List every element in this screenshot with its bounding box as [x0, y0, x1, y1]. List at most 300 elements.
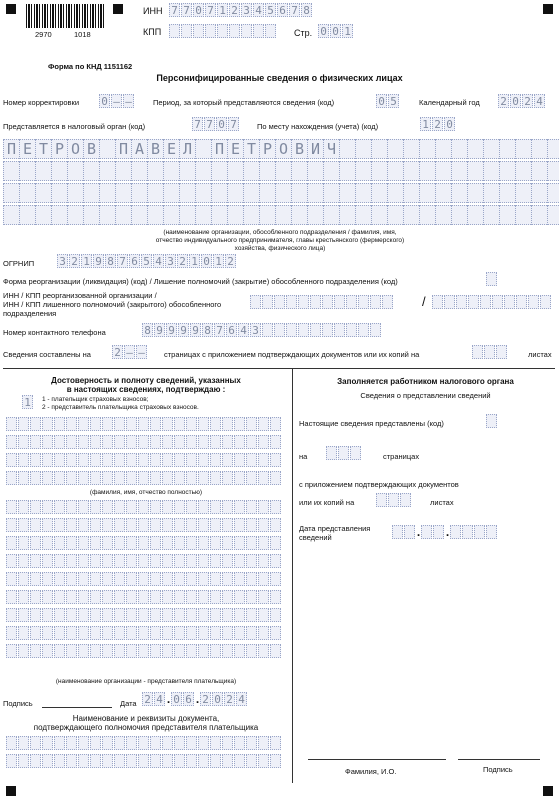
- char-cell[interactable]: [504, 295, 515, 309]
- char-cell[interactable]: [18, 608, 29, 622]
- char-cell[interactable]: [138, 536, 149, 550]
- representative-org-grid[interactable]: [6, 500, 282, 662]
- char-cell[interactable]: 9: [190, 323, 201, 337]
- char-cell[interactable]: 9: [166, 323, 177, 337]
- char-cell[interactable]: [186, 518, 197, 532]
- char-cell[interactable]: [42, 453, 53, 467]
- char-cell[interactable]: [90, 453, 101, 467]
- char-cell[interactable]: [198, 453, 209, 467]
- char-cell[interactable]: [138, 736, 149, 750]
- char-cell[interactable]: [451, 205, 467, 225]
- char-cell[interactable]: [258, 644, 269, 658]
- char-cell[interactable]: [338, 446, 349, 460]
- char-cell[interactable]: 6: [226, 323, 237, 337]
- char-cell[interactable]: [496, 345, 507, 359]
- year-field[interactable]: [498, 94, 546, 108]
- char-cell[interactable]: [162, 644, 173, 658]
- char-cell[interactable]: [138, 608, 149, 622]
- char-cell[interactable]: 0: [193, 3, 204, 17]
- char-cell[interactable]: [42, 435, 53, 449]
- char-cell[interactable]: [234, 736, 245, 750]
- char-cell[interactable]: [419, 183, 435, 203]
- char-cell[interactable]: [78, 572, 89, 586]
- char-cell[interactable]: [54, 435, 65, 449]
- char-cell[interactable]: [270, 736, 281, 750]
- char-cell[interactable]: [66, 608, 77, 622]
- char-cell[interactable]: [270, 536, 281, 550]
- char-cell[interactable]: [547, 205, 559, 225]
- char-cell[interactable]: [419, 205, 435, 225]
- char-cell[interactable]: [114, 518, 125, 532]
- char-cell[interactable]: [234, 471, 245, 485]
- char-cell[interactable]: [66, 736, 77, 750]
- char-cell[interactable]: [102, 453, 113, 467]
- char-cell[interactable]: 4: [238, 323, 249, 337]
- char-cell[interactable]: [54, 626, 65, 640]
- ogrnip-field[interactable]: [57, 254, 237, 268]
- char-cell[interactable]: [78, 736, 89, 750]
- char-cell[interactable]: [90, 554, 101, 568]
- char-cell[interactable]: [126, 518, 137, 532]
- char-cell[interactable]: [355, 183, 371, 203]
- char-cell[interactable]: [54, 754, 65, 768]
- char-cell[interactable]: 1: [342, 24, 353, 38]
- char-cell[interactable]: [114, 471, 125, 485]
- char-cell[interactable]: [270, 626, 281, 640]
- char-cell[interactable]: О: [67, 139, 83, 159]
- char-cell[interactable]: [150, 572, 161, 586]
- char-cell[interactable]: 1: [420, 117, 431, 131]
- char-cell[interactable]: [307, 183, 323, 203]
- char-cell[interactable]: [179, 183, 195, 203]
- char-cell[interactable]: [147, 205, 163, 225]
- char-cell[interactable]: [174, 644, 185, 658]
- char-cell[interactable]: [484, 345, 495, 359]
- char-cell[interactable]: [83, 205, 99, 225]
- char-cell[interactable]: 5: [141, 254, 152, 268]
- char-cell[interactable]: [18, 554, 29, 568]
- char-cell[interactable]: [114, 536, 125, 550]
- char-cell[interactable]: [67, 205, 83, 225]
- char-cell[interactable]: [19, 161, 35, 181]
- char-cell[interactable]: [66, 435, 77, 449]
- char-cell[interactable]: [483, 183, 499, 203]
- char-cell[interactable]: [403, 161, 419, 181]
- char-cell[interactable]: [30, 417, 41, 431]
- char-cell[interactable]: [456, 295, 467, 309]
- char-cell[interactable]: [18, 435, 29, 449]
- char-cell[interactable]: Р: [259, 139, 275, 159]
- char-cell[interactable]: [186, 417, 197, 431]
- char-cell[interactable]: [78, 471, 89, 485]
- char-cell[interactable]: [198, 754, 209, 768]
- char-cell[interactable]: [138, 435, 149, 449]
- char-cell[interactable]: 1: [217, 3, 228, 17]
- char-cell[interactable]: [174, 518, 185, 532]
- char-cell[interactable]: [42, 500, 53, 514]
- char-cell[interactable]: [258, 754, 269, 768]
- char-cell[interactable]: [210, 590, 221, 604]
- document-details-grid[interactable]: [6, 736, 282, 772]
- char-cell[interactable]: –: [136, 345, 147, 359]
- char-cell[interactable]: [210, 500, 221, 514]
- char-cell[interactable]: [42, 754, 53, 768]
- char-cell[interactable]: [42, 626, 53, 640]
- char-cell[interactable]: [234, 608, 245, 622]
- char-cell[interactable]: [90, 754, 101, 768]
- char-cell[interactable]: [307, 205, 323, 225]
- char-cell[interactable]: [371, 139, 387, 159]
- char-cell[interactable]: [246, 554, 257, 568]
- char-cell[interactable]: [547, 183, 559, 203]
- char-cell[interactable]: [547, 161, 559, 181]
- char-cell[interactable]: [270, 417, 281, 431]
- char-cell[interactable]: [186, 471, 197, 485]
- char-cell[interactable]: [174, 626, 185, 640]
- char-cell[interactable]: 8: [142, 323, 153, 337]
- char-cell[interactable]: [35, 183, 51, 203]
- presented-date-field[interactable]: [392, 525, 498, 539]
- char-cell[interactable]: [6, 471, 17, 485]
- char-cell[interactable]: [346, 295, 357, 309]
- char-cell[interactable]: [210, 518, 221, 532]
- char-cell[interactable]: 0: [510, 94, 521, 108]
- char-cell[interactable]: [42, 736, 53, 750]
- char-cell[interactable]: [258, 453, 269, 467]
- char-cell[interactable]: [42, 590, 53, 604]
- char-cell[interactable]: [138, 471, 149, 485]
- char-cell[interactable]: [162, 500, 173, 514]
- char-cell[interactable]: [162, 626, 173, 640]
- char-cell[interactable]: [258, 608, 269, 622]
- char-cell[interactable]: [246, 644, 257, 658]
- char-cell[interactable]: –: [123, 94, 134, 108]
- char-cell[interactable]: [322, 295, 333, 309]
- char-cell[interactable]: [102, 608, 113, 622]
- char-cell[interactable]: [246, 453, 257, 467]
- char-cell[interactable]: [99, 205, 115, 225]
- char-cell[interactable]: [150, 736, 161, 750]
- char-cell[interactable]: [126, 590, 137, 604]
- char-cell[interactable]: Т: [35, 139, 51, 159]
- char-cell[interactable]: [547, 139, 559, 159]
- fio-line[interactable]: [308, 759, 446, 760]
- char-cell[interactable]: [147, 183, 163, 203]
- char-cell[interactable]: [150, 590, 161, 604]
- page-number-field[interactable]: [318, 24, 354, 38]
- char-cell[interactable]: [210, 471, 221, 485]
- char-cell[interactable]: [42, 572, 53, 586]
- char-cell[interactable]: [30, 471, 41, 485]
- char-cell[interactable]: [198, 554, 209, 568]
- char-cell[interactable]: [114, 435, 125, 449]
- char-cell[interactable]: [435, 139, 451, 159]
- char-cell[interactable]: 7: [192, 117, 203, 131]
- char-cell[interactable]: [211, 161, 227, 181]
- char-cell[interactable]: [114, 644, 125, 658]
- char-cell[interactable]: [150, 554, 161, 568]
- char-cell[interactable]: [162, 736, 173, 750]
- char-cell[interactable]: [114, 590, 125, 604]
- char-cell[interactable]: [198, 435, 209, 449]
- char-cell[interactable]: 0: [318, 24, 329, 38]
- char-cell[interactable]: [515, 139, 531, 159]
- char-cell[interactable]: [163, 161, 179, 181]
- char-cell[interactable]: [19, 183, 35, 203]
- char-cell[interactable]: [198, 736, 209, 750]
- char-cell[interactable]: [90, 417, 101, 431]
- char-cell[interactable]: [258, 572, 269, 586]
- char-cell[interactable]: 0: [330, 24, 341, 38]
- char-cell[interactable]: [126, 736, 137, 750]
- char-cell[interactable]: [30, 644, 41, 658]
- char-cell[interactable]: [3, 161, 19, 181]
- char-cell[interactable]: [259, 183, 275, 203]
- char-cell[interactable]: [126, 608, 137, 622]
- char-cell[interactable]: [499, 183, 515, 203]
- char-cell[interactable]: [35, 161, 51, 181]
- char-cell[interactable]: [126, 626, 137, 640]
- char-cell[interactable]: [435, 183, 451, 203]
- char-cell[interactable]: 2: [69, 254, 80, 268]
- char-cell[interactable]: [6, 754, 17, 768]
- char-cell[interactable]: [6, 453, 17, 467]
- char-cell[interactable]: [222, 572, 233, 586]
- char-cell[interactable]: [492, 295, 503, 309]
- char-cell[interactable]: [150, 500, 161, 514]
- char-cell[interactable]: [227, 161, 243, 181]
- char-cell[interactable]: [162, 417, 173, 431]
- char-cell[interactable]: [186, 626, 197, 640]
- char-cell[interactable]: [259, 161, 275, 181]
- char-cell[interactable]: [78, 626, 89, 640]
- char-cell[interactable]: [275, 183, 291, 203]
- char-cell[interactable]: [147, 161, 163, 181]
- char-cell[interactable]: [66, 417, 77, 431]
- char-cell[interactable]: [18, 471, 29, 485]
- char-cell[interactable]: 6: [129, 254, 140, 268]
- char-cell[interactable]: [162, 536, 173, 550]
- char-cell[interactable]: [210, 754, 221, 768]
- char-cell[interactable]: [307, 161, 323, 181]
- char-cell[interactable]: [126, 435, 137, 449]
- char-cell[interactable]: 7: [181, 3, 192, 17]
- char-cell[interactable]: [382, 295, 393, 309]
- char-cell[interactable]: [114, 500, 125, 514]
- presented-sheets-field[interactable]: [376, 493, 412, 507]
- char-cell[interactable]: [6, 536, 17, 550]
- char-cell[interactable]: [451, 161, 467, 181]
- char-cell[interactable]: [186, 572, 197, 586]
- char-cell[interactable]: [198, 518, 209, 532]
- char-cell[interactable]: [90, 608, 101, 622]
- char-cell[interactable]: [78, 453, 89, 467]
- char-cell[interactable]: [174, 500, 185, 514]
- char-cell[interactable]: [66, 590, 77, 604]
- char-cell[interactable]: [246, 608, 257, 622]
- char-cell[interactable]: [51, 205, 67, 225]
- char-cell[interactable]: [358, 295, 369, 309]
- char-cell[interactable]: [54, 644, 65, 658]
- char-cell[interactable]: [270, 644, 281, 658]
- char-cell[interactable]: 6: [183, 692, 194, 706]
- char-cell[interactable]: [138, 554, 149, 568]
- char-cell[interactable]: [193, 24, 204, 38]
- char-cell[interactable]: [355, 205, 371, 225]
- char-cell[interactable]: [18, 536, 29, 550]
- char-cell[interactable]: [246, 590, 257, 604]
- char-cell[interactable]: И: [307, 139, 323, 159]
- char-cell[interactable]: [42, 471, 53, 485]
- char-cell[interactable]: [114, 453, 125, 467]
- char-cell[interactable]: [30, 435, 41, 449]
- char-cell[interactable]: [275, 205, 291, 225]
- char-cell[interactable]: [339, 139, 355, 159]
- char-cell[interactable]: 1: [81, 254, 92, 268]
- char-cell[interactable]: [3, 183, 19, 203]
- char-cell[interactable]: 2: [522, 94, 533, 108]
- char-cell[interactable]: [174, 572, 185, 586]
- char-cell[interactable]: [499, 161, 515, 181]
- char-cell[interactable]: [258, 554, 269, 568]
- char-cell[interactable]: [51, 183, 67, 203]
- char-cell[interactable]: [270, 754, 281, 768]
- char-cell[interactable]: [3, 205, 19, 225]
- char-cell[interactable]: [186, 500, 197, 514]
- char-cell[interactable]: [54, 453, 65, 467]
- char-cell[interactable]: [114, 736, 125, 750]
- char-cell[interactable]: [150, 471, 161, 485]
- char-cell[interactable]: [99, 161, 115, 181]
- char-cell[interactable]: [90, 626, 101, 640]
- char-cell[interactable]: [403, 139, 419, 159]
- char-cell[interactable]: [90, 736, 101, 750]
- char-cell[interactable]: [515, 161, 531, 181]
- char-cell[interactable]: [234, 554, 245, 568]
- char-cell[interactable]: [90, 590, 101, 604]
- char-cell[interactable]: Е: [19, 139, 35, 159]
- char-cell[interactable]: [480, 295, 491, 309]
- char-cell[interactable]: [258, 435, 269, 449]
- char-cell[interactable]: [78, 608, 89, 622]
- char-cell[interactable]: [54, 572, 65, 586]
- char-cell[interactable]: [131, 161, 147, 181]
- char-cell[interactable]: [451, 183, 467, 203]
- char-cell[interactable]: [222, 417, 233, 431]
- char-cell[interactable]: [6, 626, 17, 640]
- char-cell[interactable]: 4: [534, 94, 545, 108]
- char-cell[interactable]: [195, 161, 211, 181]
- char-cell[interactable]: [150, 754, 161, 768]
- char-cell[interactable]: [355, 161, 371, 181]
- char-cell[interactable]: [138, 518, 149, 532]
- char-cell[interactable]: Л: [179, 139, 195, 159]
- char-cell[interactable]: [6, 417, 17, 431]
- char-cell[interactable]: [174, 754, 185, 768]
- char-cell[interactable]: 0: [376, 94, 387, 108]
- char-cell[interactable]: [387, 183, 403, 203]
- char-cell[interactable]: 4: [154, 692, 165, 706]
- char-cell[interactable]: [102, 554, 113, 568]
- name-grid[interactable]: [3, 139, 559, 227]
- char-cell[interactable]: [531, 205, 547, 225]
- char-cell[interactable]: [138, 590, 149, 604]
- char-cell[interactable]: [274, 323, 285, 337]
- char-cell[interactable]: [198, 500, 209, 514]
- char-cell[interactable]: [18, 754, 29, 768]
- char-cell[interactable]: [246, 471, 257, 485]
- char-cell[interactable]: 4: [153, 254, 164, 268]
- char-cell[interactable]: [163, 183, 179, 203]
- char-cell[interactable]: В: [147, 139, 163, 159]
- char-cell[interactable]: [90, 435, 101, 449]
- char-cell[interactable]: [126, 554, 137, 568]
- char-cell[interactable]: [18, 500, 29, 514]
- char-cell[interactable]: [42, 554, 53, 568]
- char-cell[interactable]: [18, 644, 29, 658]
- char-cell[interactable]: [126, 754, 137, 768]
- char-cell[interactable]: 3: [250, 323, 261, 337]
- char-cell[interactable]: [66, 471, 77, 485]
- char-cell[interactable]: [114, 608, 125, 622]
- char-cell[interactable]: [99, 183, 115, 203]
- char-cell[interactable]: Т: [243, 139, 259, 159]
- char-cell[interactable]: [35, 205, 51, 225]
- char-cell[interactable]: [114, 572, 125, 586]
- char-cell[interactable]: [210, 536, 221, 550]
- char-cell[interactable]: [388, 493, 399, 507]
- char-cell[interactable]: [258, 736, 269, 750]
- char-cell[interactable]: П: [211, 139, 227, 159]
- char-cell[interactable]: Р: [51, 139, 67, 159]
- char-cell[interactable]: Ч: [323, 139, 339, 159]
- char-cell[interactable]: [291, 183, 307, 203]
- char-cell[interactable]: [222, 626, 233, 640]
- char-cell[interactable]: [131, 205, 147, 225]
- char-cell[interactable]: [432, 295, 443, 309]
- char-cell[interactable]: [126, 453, 137, 467]
- char-cell[interactable]: 8: [301, 3, 312, 17]
- char-cell[interactable]: [30, 554, 41, 568]
- char-cell[interactable]: 7: [204, 117, 215, 131]
- char-cell[interactable]: [83, 183, 99, 203]
- char-cell[interactable]: [474, 525, 485, 539]
- char-cell[interactable]: [222, 736, 233, 750]
- char-cell[interactable]: [66, 554, 77, 568]
- char-cell[interactable]: [246, 754, 257, 768]
- char-cell[interactable]: [258, 626, 269, 640]
- char-cell[interactable]: [234, 644, 245, 658]
- char-cell[interactable]: [419, 161, 435, 181]
- char-cell[interactable]: [126, 572, 137, 586]
- char-cell[interactable]: [162, 590, 173, 604]
- char-cell[interactable]: 2: [142, 692, 153, 706]
- char-cell[interactable]: 8: [202, 323, 213, 337]
- char-cell[interactable]: [150, 453, 161, 467]
- char-cell[interactable]: [246, 500, 257, 514]
- char-cell[interactable]: [78, 500, 89, 514]
- char-cell[interactable]: [486, 525, 497, 539]
- char-cell[interactable]: В: [291, 139, 307, 159]
- char-cell[interactable]: [243, 161, 259, 181]
- char-cell[interactable]: [78, 435, 89, 449]
- char-cell[interactable]: [222, 644, 233, 658]
- char-cell[interactable]: [115, 205, 131, 225]
- char-cell[interactable]: [99, 139, 115, 159]
- char-cell[interactable]: [54, 518, 65, 532]
- char-cell[interactable]: [486, 414, 497, 428]
- char-cell[interactable]: [467, 161, 483, 181]
